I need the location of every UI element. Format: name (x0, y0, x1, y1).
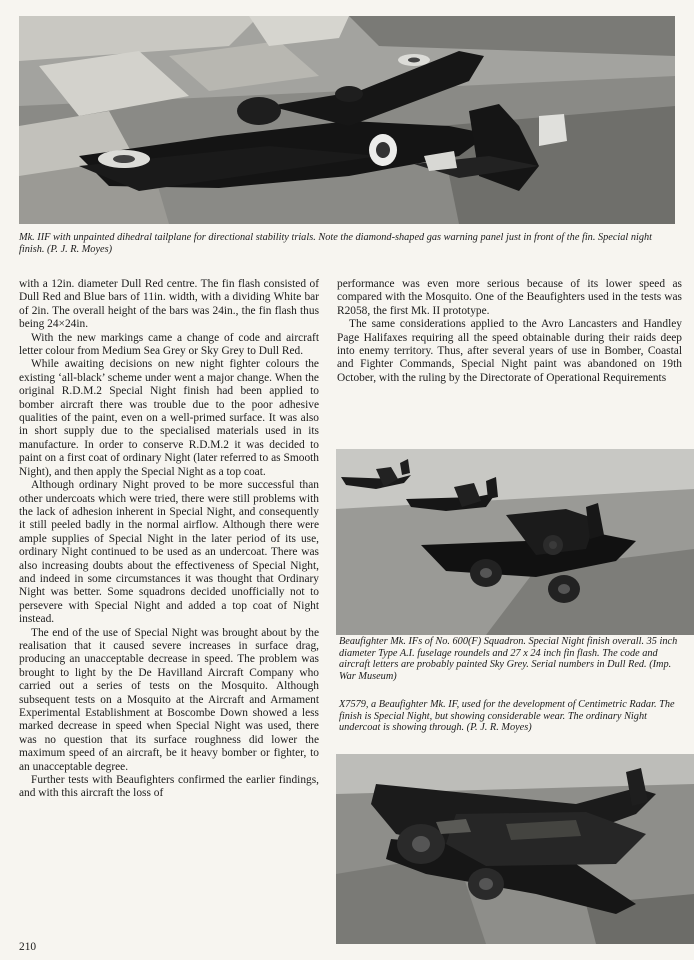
photo-beaufighter-x7579 (336, 754, 694, 944)
photo-beaufighter-mk-iif (19, 16, 675, 224)
paragraph: with a 12in. diameter Dull Red centre. The fin flash consisted of Dull Red and Blue bars of 11in. width, with a dividing White bar of 2in. The overall height of the bars was 24in., the fin flash thus being 24×24in. (19, 278, 319, 331)
caption-top: Mk. IIF with unpainted dihedral tailplane for directional stability trials. Note the diamond-shaped gas warning panel just in front of the fin. Special night finish. (P. J. R. Moyes) (19, 232, 653, 255)
paragraph: The same considerations applied to the Avro Lancasters and Handley Page Halifaxes requiring all the speed obtainable during their raids deep into enemy territory. Thus, after several years of use in Bomber, Coastal and Fighter Commands, Special Night paint was abandoned on 19th October, with the ruling by the Directorate of Operational Requirements (337, 318, 682, 384)
paragraph: performance was even more serious because of its lower speed as compared with the Mosquito. One of the Beaufighters used in the tests was R2058, the first Mk. II prototype. (337, 278, 682, 317)
text-column-right (337, 278, 682, 385)
paragraph: With the new markings came a change of code and aircraft letter colour from Medium Sea Grey or Sky Grey to Dull Red. (19, 331, 319, 358)
page-number: 210 (19, 941, 37, 953)
paragraph: Further tests with Beaufighters confirmed the earlier findings, and with this aircraft the loss of (19, 774, 319, 800)
paragraph: The end of the use of Special Night was brought about by the realisation that it caused severe increases in surface drag, producing an unacceptable decrease in speed. The problem was brought to light by the De Havilland Aircraft Company who carried out a series of tests on the Mosquito. Although subsequent tests on a Mosquito at the Aircraft and Armament Experimental Establishment at Boscombe Down showed a less marked decrease in speed when Special Night was used, there was no question that its surface roughness did lower the maximum speed of an aircraft, be it heavy bomber or fighter, to an unacceptable degree. (19, 626, 319, 773)
text-column-left (19, 278, 319, 801)
photo-beaufighter-formation (336, 449, 694, 635)
caption-formation: Beaufighter Mk. IFs of No. 600(F) Squadron. Special Night finish overall. 35 inch diameter Type A.I. fuselage roundels and 27 x 24 inch fin flash. The code and aircraft letters are probably painted Sky Grey. Serial numbers in Dull Red. (Imp. War Museum) (339, 636, 678, 683)
paragraph: Although ordinary Night proved to be more successful than other undercoats which were tried, there were still problems with the lack of adhesion inherent in Special Night, and consequently it still peeled badly in the normal airflow. Although there were ample supplies of Special Night in the later period of its use, ordinary Night continued to be used as an undercoat. There was also increasing doubts about the effectiveness of Special Night, and indeed in some circumstances it was thought that Ordinary Night was better. Some squadrons decided unofficially not to persevere with Special Night and added a top coat of Night instead. (19, 479, 319, 626)
paragraph: While awaiting decisions on new night fighter colours the existing ‘all-black’ scheme under went a major change. When the original R.D.M.2 Special Night finish had been applied to bomber aircraft there was trouble due to the poor adhesive qualities of the paint, even on a well-primed surface. It was also in short supply due to the specialised materials used in its manufacture. In order to conserve R.D.M.2 it was decided to paint on a first coat of ordinary Night (later referred to as Smooth Night), and then apply the Special Night as a top coat. (19, 358, 319, 478)
caption-x7579: X7579, a Beaufighter Mk. IF, used for the development of Centimetric Radar. The finish is Special Night, but showing considerable wear. The ordinary Night undercoat is showing through. (P. J. R. Moyes) (339, 699, 675, 734)
